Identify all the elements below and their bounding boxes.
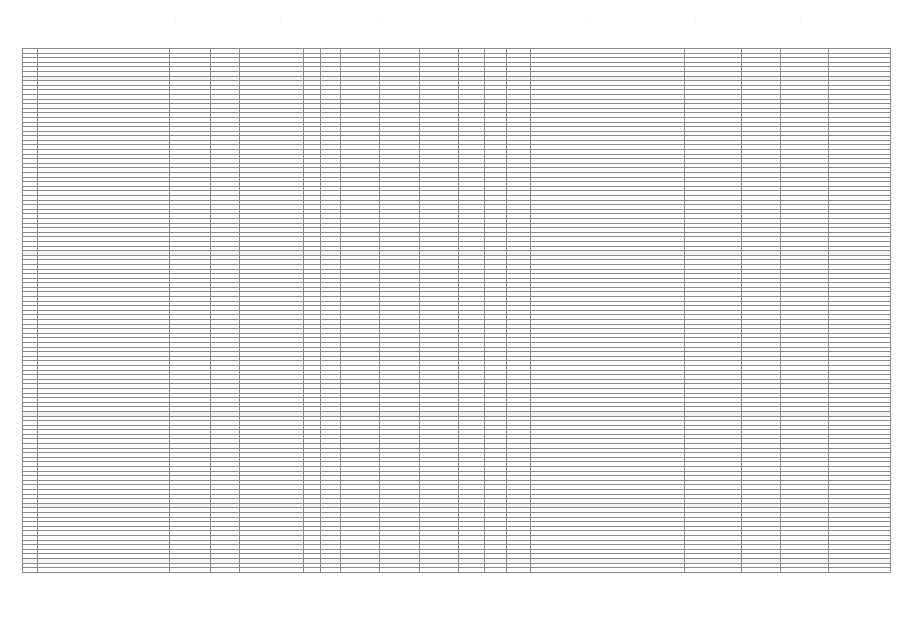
table-row (23, 568, 891, 573)
page-mark: ' (590, 17, 591, 22)
table-cell (38, 568, 170, 573)
page-mark: ' (280, 17, 281, 22)
page-mark: ' (695, 17, 696, 22)
table-cell (419, 568, 458, 573)
table-cell (303, 568, 321, 573)
table-cell (507, 568, 531, 573)
table-cell (684, 568, 741, 573)
table-cell (321, 568, 341, 573)
table-cell (781, 568, 829, 573)
page-marks (30, 18, 890, 28)
table-cell (239, 568, 303, 573)
page-mark: ' (800, 17, 801, 22)
table-cell (531, 568, 684, 573)
table-cell (380, 568, 419, 573)
table-cell (23, 568, 38, 573)
table-cell (169, 568, 211, 573)
table-cell (459, 568, 485, 573)
page-mark: ' (382, 17, 383, 22)
page-mark: ' (175, 17, 176, 22)
table-cell (829, 568, 890, 573)
table-cell (741, 568, 780, 573)
register-table (22, 48, 891, 573)
table-cell (340, 568, 379, 573)
table-cell (485, 568, 507, 573)
table-cell (211, 568, 239, 573)
